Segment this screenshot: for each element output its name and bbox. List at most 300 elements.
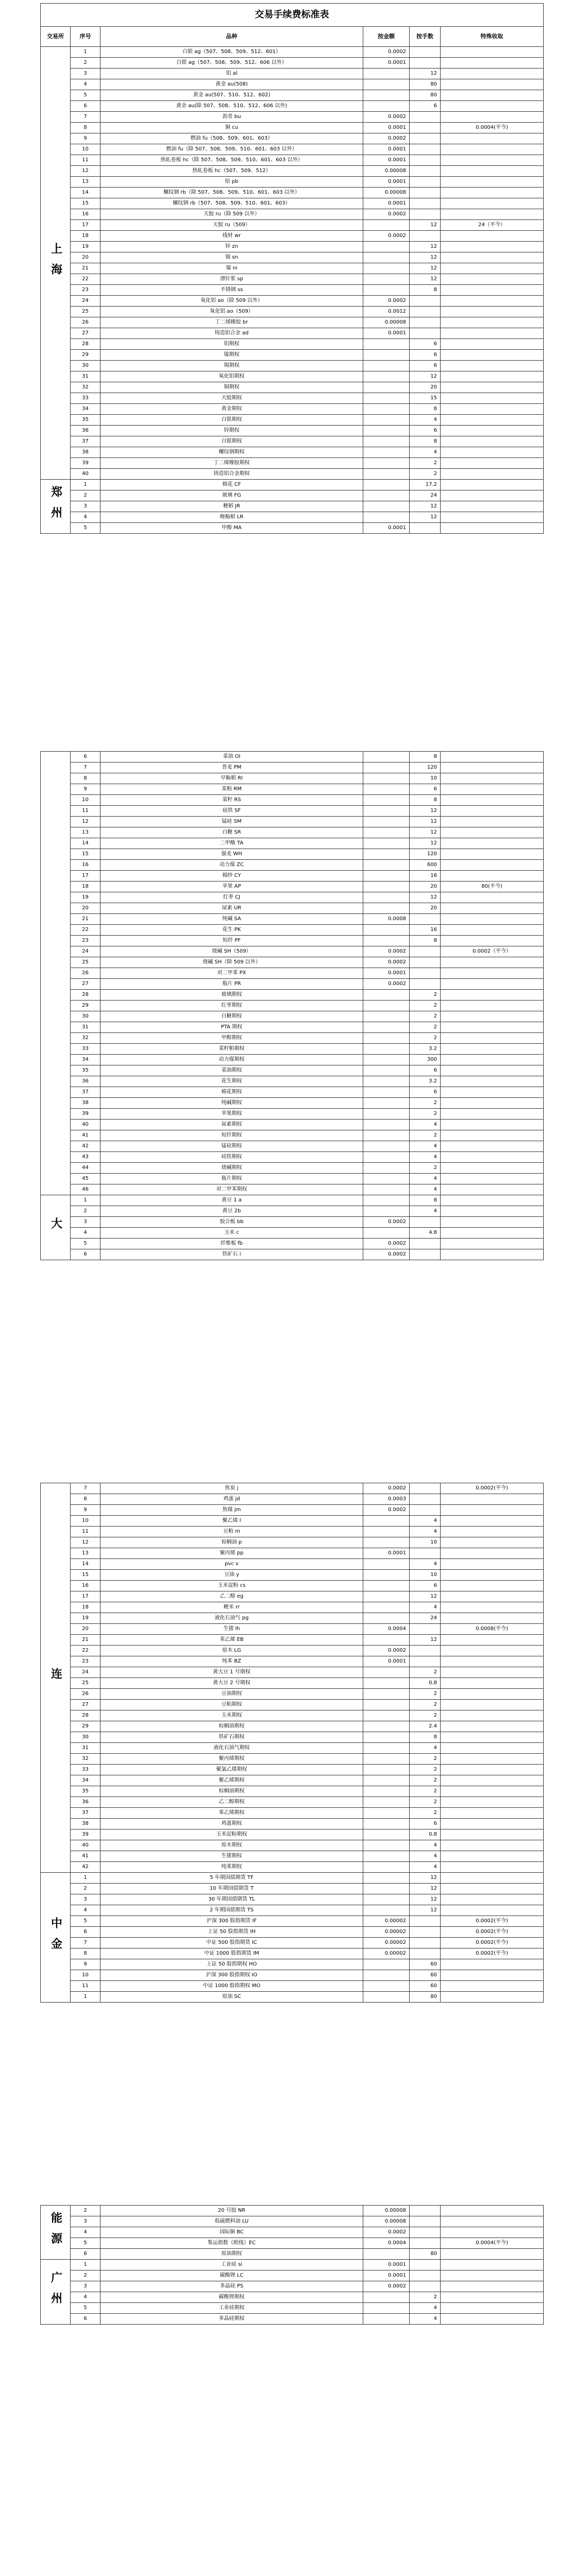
table-row bbox=[41, 1076, 544, 1087]
product-cell: 粳米 rr bbox=[100, 1602, 363, 1613]
seq-cell: 11 bbox=[71, 1981, 100, 1992]
seq-cell: 5 bbox=[71, 90, 100, 101]
fee-amount-cell bbox=[363, 1141, 410, 1152]
special-cell bbox=[441, 968, 544, 979]
special-cell bbox=[441, 101, 544, 112]
seq-cell: 5 bbox=[71, 1239, 100, 1249]
fee-lot-cell: 2 bbox=[410, 1700, 441, 1710]
special-cell: 80(平今) bbox=[441, 882, 544, 892]
fee-lot-cell: 300 bbox=[410, 1055, 441, 1065]
product-cell: 棉花 CF bbox=[100, 480, 363, 490]
table-row bbox=[41, 1894, 544, 1905]
special-cell bbox=[441, 1840, 544, 1851]
special-cell bbox=[441, 1894, 544, 1905]
special-cell bbox=[441, 2249, 544, 2260]
seq-cell: 20 bbox=[71, 903, 100, 914]
fee-lot-cell bbox=[410, 1249, 441, 1260]
special-cell bbox=[441, 1721, 544, 1732]
seq-cell: 13 bbox=[71, 827, 100, 838]
seq-cell: 35 bbox=[71, 1065, 100, 1076]
fee-amount-cell bbox=[363, 795, 410, 806]
special-cell bbox=[441, 2314, 544, 2325]
special-cell bbox=[441, 936, 544, 946]
fee-lot-cell: 12 bbox=[410, 1873, 441, 1884]
table-row bbox=[41, 296, 544, 307]
seq-cell: 36 bbox=[71, 426, 100, 436]
exchange-cell: 广州 bbox=[41, 2260, 71, 2325]
seq-cell: 34 bbox=[71, 404, 100, 415]
special-cell bbox=[441, 1613, 544, 1624]
table-row bbox=[41, 1537, 544, 1548]
seq-cell: 33 bbox=[71, 393, 100, 404]
table-row bbox=[41, 220, 544, 231]
special-cell bbox=[441, 1559, 544, 1570]
product-cell: 乙二醇期权 bbox=[100, 1797, 363, 1808]
special-cell: 0.0004(平今) bbox=[441, 123, 544, 133]
table-row bbox=[41, 1743, 544, 1754]
seq-cell: 45 bbox=[71, 1174, 100, 1184]
seq-cell: 10 bbox=[71, 795, 100, 806]
fee-lot-cell bbox=[410, 2216, 441, 2227]
fee-amount-cell bbox=[363, 1228, 410, 1239]
special-cell bbox=[441, 1570, 544, 1581]
fee-table-continued-3 bbox=[40, 2205, 544, 2325]
special-cell: 0.0002(平今) bbox=[441, 1948, 544, 1959]
product-cell: 黄金 au(507、510、512、602) bbox=[100, 90, 363, 101]
product-cell: 燃油 fu（508、509、601、603） bbox=[100, 133, 363, 144]
fee-amount-cell bbox=[363, 1152, 410, 1163]
product-cell: 线材 wr bbox=[100, 231, 363, 242]
fee-amount-cell: 0.0008 bbox=[363, 914, 410, 925]
fee-amount-cell: 0.0002 bbox=[363, 946, 410, 957]
product-cell: 硅铁期权 bbox=[100, 1152, 363, 1163]
table-row bbox=[41, 79, 544, 90]
seq-cell: 6 bbox=[71, 1927, 100, 1938]
table-row bbox=[41, 1808, 544, 1819]
fee-lot-cell: 2 bbox=[410, 1033, 441, 1044]
fee-amount-cell: 0.0001 bbox=[363, 523, 410, 534]
table-row bbox=[41, 1141, 544, 1152]
seq-cell: 8 bbox=[71, 1948, 100, 1959]
fee-table-page-3 bbox=[40, 1483, 543, 2003]
seq-cell: 1 bbox=[71, 47, 100, 58]
fee-amount-cell: 0.0002 bbox=[363, 1217, 410, 1228]
product-cell: 玉米期权 bbox=[100, 1710, 363, 1721]
product-cell: 白银 ag（507、508、509、512、606 以外） bbox=[100, 58, 363, 69]
fee-lot-cell: 2 bbox=[410, 1011, 441, 1022]
product-cell: 粳稻 JR bbox=[100, 501, 363, 512]
special-cell bbox=[441, 1239, 544, 1249]
fee-lot-cell: 2 bbox=[410, 469, 441, 480]
table-row bbox=[41, 69, 544, 79]
exchange-cell: 连 bbox=[41, 1483, 71, 1873]
special-cell bbox=[441, 838, 544, 849]
fee-amount-cell bbox=[363, 1819, 410, 1829]
table-row bbox=[41, 882, 544, 892]
fee-lot-cell bbox=[410, 112, 441, 123]
seq-cell: 7 bbox=[71, 1483, 100, 1494]
fee-lot-cell: 8 bbox=[410, 1732, 441, 1743]
fee-lot-cell: 2 bbox=[410, 990, 441, 1001]
fee-lot-cell bbox=[410, 1656, 441, 1667]
table-row bbox=[41, 1667, 544, 1678]
fee-amount-cell bbox=[363, 1732, 410, 1743]
seq-cell: 41 bbox=[71, 1851, 100, 1862]
fee-amount-cell bbox=[363, 1635, 410, 1646]
table-row bbox=[41, 1217, 544, 1228]
seq-cell: 2 bbox=[71, 1206, 100, 1217]
fee-lot-cell: 2 bbox=[410, 1797, 441, 1808]
fee-amount-cell: 0.00002 bbox=[363, 1927, 410, 1938]
table-row bbox=[41, 252, 544, 263]
seq-cell: 42 bbox=[71, 1141, 100, 1152]
table-row bbox=[41, 1184, 544, 1195]
fee-amount-cell bbox=[363, 426, 410, 436]
fee-lot-cell bbox=[410, 144, 441, 155]
table-row bbox=[41, 1775, 544, 1786]
table-row bbox=[41, 1001, 544, 1011]
product-cell: 红枣期权 bbox=[100, 1001, 363, 1011]
fee-amount-cell bbox=[363, 1033, 410, 1044]
fee-amount-cell bbox=[363, 784, 410, 795]
table-row bbox=[41, 1927, 544, 1938]
special-cell bbox=[441, 501, 544, 512]
fee-amount-cell: 0.0001 bbox=[363, 1548, 410, 1559]
fee-lot-cell: 4 bbox=[410, 1174, 441, 1184]
fee-amount-cell bbox=[363, 1516, 410, 1527]
special-cell bbox=[441, 914, 544, 925]
product-cell: 二甲酸 TA bbox=[100, 838, 363, 849]
special-cell bbox=[441, 1537, 544, 1548]
seq-cell: 35 bbox=[71, 415, 100, 426]
table-row bbox=[41, 1206, 544, 1217]
fee-amount-cell bbox=[363, 339, 410, 350]
fee-lot-cell bbox=[410, 296, 441, 307]
table-row bbox=[41, 1656, 544, 1667]
fee-amount-cell bbox=[363, 393, 410, 404]
seq-cell: 2 bbox=[71, 1884, 100, 1894]
product-cell: 纯苯 BZ bbox=[100, 1656, 363, 1667]
seq-cell: 19 bbox=[71, 1613, 100, 1624]
special-cell bbox=[441, 328, 544, 339]
fee-amount-cell bbox=[363, 1184, 410, 1195]
product-cell: 黄豆 1 a bbox=[100, 1195, 363, 1206]
product-cell: 烧碱 SH（除 509 以外） bbox=[100, 957, 363, 968]
fee-lot-cell: 2 bbox=[410, 458, 441, 469]
fee-amount-cell bbox=[363, 1570, 410, 1581]
special-cell bbox=[441, 892, 544, 903]
special-cell bbox=[441, 1851, 544, 1862]
table-row bbox=[41, 1033, 544, 1044]
seq-cell: 2 bbox=[71, 2206, 100, 2216]
product-cell: 短纤 PF bbox=[100, 936, 363, 946]
product-cell: 鸡蛋 jd bbox=[100, 1494, 363, 1505]
fee-lot-cell: 12 bbox=[410, 371, 441, 382]
fee-amount-cell bbox=[363, 838, 410, 849]
seq-cell: 28 bbox=[71, 339, 100, 350]
table-row bbox=[41, 2249, 544, 2260]
table-row bbox=[41, 2227, 544, 2238]
seq-cell: 44 bbox=[71, 1163, 100, 1174]
fee-lot-cell: 4.8 bbox=[410, 1228, 441, 1239]
fee-amount-cell bbox=[363, 849, 410, 860]
seq-cell: 25 bbox=[71, 307, 100, 317]
fee-lot-cell: 12 bbox=[410, 501, 441, 512]
special-cell bbox=[441, 133, 544, 144]
table-row bbox=[41, 328, 544, 339]
table-row bbox=[41, 1602, 544, 1613]
fee-amount-cell bbox=[363, 1743, 410, 1754]
table-row bbox=[41, 480, 544, 490]
table-row bbox=[41, 1689, 544, 1700]
fee-lot-cell bbox=[410, 957, 441, 968]
fee-lot-cell bbox=[410, 307, 441, 317]
fee-lot-cell: 6 bbox=[410, 1087, 441, 1098]
product-cell: 甲醇期权 bbox=[100, 1033, 363, 1044]
table-row bbox=[41, 112, 544, 123]
seq-cell: 26 bbox=[71, 968, 100, 979]
seq-cell: 3 bbox=[71, 2281, 100, 2292]
table-row bbox=[41, 838, 544, 849]
seq-cell: 13 bbox=[71, 177, 100, 188]
special-cell bbox=[441, 1829, 544, 1840]
fee-lot-cell: 4 bbox=[410, 1840, 441, 1851]
seq-cell: 27 bbox=[71, 979, 100, 990]
product-cell: 白银期权 bbox=[100, 436, 363, 447]
seq-cell: 6 bbox=[71, 2314, 100, 2325]
fee-lot-cell bbox=[410, 166, 441, 177]
seq-cell: 23 bbox=[71, 285, 100, 296]
fee-lot-cell: 2 bbox=[410, 1808, 441, 1819]
fee-lot-cell bbox=[410, 1217, 441, 1228]
product-cell: 白银期权 bbox=[100, 415, 363, 426]
special-cell bbox=[441, 1678, 544, 1689]
table-row bbox=[41, 404, 544, 415]
fee-lot-cell: 4 bbox=[410, 1206, 441, 1217]
table-row bbox=[41, 47, 544, 58]
table-row bbox=[41, 1174, 544, 1184]
seq-cell: 38 bbox=[71, 1819, 100, 1829]
special-cell bbox=[441, 155, 544, 166]
fee-amount-cell bbox=[363, 274, 410, 285]
special-cell bbox=[441, 436, 544, 447]
seq-cell: 39 bbox=[71, 1109, 100, 1120]
special-cell bbox=[441, 1044, 544, 1055]
seq-cell: 34 bbox=[71, 1055, 100, 1065]
product-cell: 锰硅期权 bbox=[100, 1141, 363, 1152]
fee-lot-cell: 2 bbox=[410, 1667, 441, 1678]
seq-cell: 3 bbox=[71, 69, 100, 79]
table-row bbox=[41, 1163, 544, 1174]
fee-lot-cell: 4 bbox=[410, 1120, 441, 1130]
product-cell: 螺纹钢 rb（507、508、509、510、601、603） bbox=[100, 198, 363, 209]
seq-cell: 25 bbox=[71, 1678, 100, 1689]
product-cell: 生猪期权 bbox=[100, 1851, 363, 1862]
product-cell: 聚丙烯 pp bbox=[100, 1548, 363, 1559]
special-cell bbox=[441, 1602, 544, 1613]
product-cell: 2 年期国债期货 TS bbox=[100, 1905, 363, 1916]
fee-amount-cell bbox=[363, 2249, 410, 2260]
fee-lot-cell bbox=[410, 1916, 441, 1927]
table-row bbox=[41, 198, 544, 209]
table-row bbox=[41, 795, 544, 806]
product-cell: 菜油期权 bbox=[100, 1065, 363, 1076]
table-row bbox=[41, 1249, 544, 1260]
fee-amount-cell: 0.00008 bbox=[363, 317, 410, 328]
seq-cell: 6 bbox=[71, 1249, 100, 1260]
fee-amount-cell: 0.0001 bbox=[363, 123, 410, 133]
seq-cell: 10 bbox=[71, 144, 100, 155]
fee-amount-cell: 0.0002 bbox=[363, 1483, 410, 1494]
fee-lot-cell: 8 bbox=[410, 795, 441, 806]
product-cell: 尿素 UR bbox=[100, 903, 363, 914]
table-row bbox=[41, 274, 544, 285]
product-cell: 豆粕期权 bbox=[100, 1700, 363, 1710]
product-cell: 花生期权 bbox=[100, 1076, 363, 1087]
table-row bbox=[41, 2292, 544, 2303]
fee-amount-cell bbox=[363, 827, 410, 838]
special-cell bbox=[441, 317, 544, 328]
product-cell: 焦炭 j bbox=[100, 1483, 363, 1494]
product-cell: 沪深 300 股指期货 IF bbox=[100, 1916, 363, 1927]
fee-lot-cell bbox=[410, 2238, 441, 2249]
special-cell bbox=[441, 480, 544, 490]
table-row bbox=[41, 339, 544, 350]
product-cell: 氧化铝 ao（除 509 以外） bbox=[100, 296, 363, 307]
table-row bbox=[41, 1581, 544, 1591]
seq-cell: 36 bbox=[71, 1076, 100, 1087]
exchange-cell: 大 bbox=[41, 1195, 71, 1260]
fee-lot-cell: 60 bbox=[410, 1981, 441, 1992]
product-cell: 中证 500 股指期货 IC bbox=[100, 1938, 363, 1948]
product-cell: 上证 50 股指期货 IH bbox=[100, 1927, 363, 1938]
product-cell: 对二甲苯期权 bbox=[100, 1184, 363, 1195]
table-row bbox=[41, 2270, 544, 2281]
special-cell bbox=[441, 1152, 544, 1163]
table-row bbox=[41, 1624, 544, 1635]
fee-amount-cell bbox=[363, 263, 410, 274]
product-cell: 原木期权 bbox=[100, 1840, 363, 1851]
fee-lot-cell bbox=[410, 2206, 441, 2216]
special-cell bbox=[441, 1022, 544, 1033]
product-cell: 原油 SC bbox=[100, 1992, 363, 2003]
fee-amount-cell bbox=[363, 1765, 410, 1775]
table-row bbox=[41, 2281, 544, 2292]
table-row bbox=[41, 155, 544, 166]
fee-amount-cell bbox=[363, 1840, 410, 1851]
fee-amount-cell bbox=[363, 762, 410, 773]
fee-lot-cell: 8 bbox=[410, 752, 441, 762]
seq-cell: 15 bbox=[71, 849, 100, 860]
fee-lot-cell bbox=[410, 198, 441, 209]
product-cell: 苹果 AP bbox=[100, 882, 363, 892]
fee-amount-cell: 0.0002 bbox=[363, 296, 410, 307]
header-exchange: 交易所 bbox=[41, 27, 71, 47]
table-row bbox=[41, 1851, 544, 1862]
product-cell: 焦煤 jm bbox=[100, 1505, 363, 1516]
product-cell: 白糖期权 bbox=[100, 1011, 363, 1022]
fee-table-page-4 bbox=[40, 2205, 543, 2325]
fee-amount-cell bbox=[363, 436, 410, 447]
seq-cell: 16 bbox=[71, 209, 100, 220]
product-cell: 苯乙烯 EB bbox=[100, 1635, 363, 1646]
seq-cell: 24 bbox=[71, 946, 100, 957]
product-cell: 豆油期权 bbox=[100, 1689, 363, 1700]
fee-lot-cell: 12 bbox=[410, 1884, 441, 1894]
seq-cell: 31 bbox=[71, 371, 100, 382]
fee-lot-cell bbox=[410, 188, 441, 198]
product-cell: 液化石油气 pg bbox=[100, 1613, 363, 1624]
table-row bbox=[41, 1109, 544, 1120]
special-cell: 24（平今） bbox=[441, 220, 544, 231]
seq-cell: 29 bbox=[71, 1721, 100, 1732]
fee-lot-cell: 10 bbox=[410, 773, 441, 784]
page-title: 交易手续费标准表 bbox=[41, 4, 544, 27]
special-cell bbox=[441, 1959, 544, 1970]
fee-lot-cell: 2 bbox=[410, 1130, 441, 1141]
fee-amount-cell bbox=[363, 1959, 410, 1970]
seq-cell: 37 bbox=[71, 1808, 100, 1819]
table-row bbox=[41, 1483, 544, 1494]
fee-amount-cell bbox=[363, 990, 410, 1001]
table-row bbox=[41, 1022, 544, 1033]
product-cell: 黄大豆 2 号期权 bbox=[100, 1678, 363, 1689]
fee-lot-cell: 120 bbox=[410, 762, 441, 773]
special-cell bbox=[441, 490, 544, 501]
fee-lot-cell: 0.8 bbox=[410, 1829, 441, 1840]
seq-cell: 3 bbox=[71, 1217, 100, 1228]
special-cell bbox=[441, 2216, 544, 2227]
fee-amount-cell bbox=[363, 871, 410, 882]
fee-lot-cell: 2.4 bbox=[410, 1721, 441, 1732]
special-cell bbox=[441, 1206, 544, 1217]
seq-cell: 1 bbox=[71, 2260, 100, 2270]
table-row bbox=[41, 209, 544, 220]
special-cell bbox=[441, 1765, 544, 1775]
special-cell bbox=[441, 1195, 544, 1206]
table-row bbox=[41, 350, 544, 361]
table-row bbox=[41, 936, 544, 946]
table-row bbox=[41, 752, 544, 762]
special-cell bbox=[441, 393, 544, 404]
table-row bbox=[41, 1710, 544, 1721]
table-row bbox=[41, 263, 544, 274]
product-cell: 镍期权 bbox=[100, 350, 363, 361]
table-row bbox=[41, 1970, 544, 1981]
special-cell bbox=[441, 1087, 544, 1098]
special-cell bbox=[441, 1163, 544, 1174]
product-cell: 5 年期国债期货 TF bbox=[100, 1873, 363, 1884]
fee-amount-cell bbox=[363, 1591, 410, 1602]
product-cell: 豆粕 m bbox=[100, 1527, 363, 1537]
fee-amount-cell bbox=[363, 1163, 410, 1174]
table-row bbox=[41, 188, 544, 198]
fee-lot-cell: 12 bbox=[410, 1591, 441, 1602]
fee-amount-cell: 0.0001 bbox=[363, 144, 410, 155]
special-cell bbox=[441, 957, 544, 968]
special-cell bbox=[441, 1646, 544, 1656]
fee-amount-cell: 0.0001 bbox=[363, 2270, 410, 2281]
seq-cell: 32 bbox=[71, 1033, 100, 1044]
special-cell bbox=[441, 827, 544, 838]
special-cell bbox=[441, 2227, 544, 2238]
product-cell: 液化石油气期权 bbox=[100, 1743, 363, 1754]
seq-cell: 16 bbox=[71, 1581, 100, 1591]
fee-amount-cell: 0.0002 bbox=[363, 133, 410, 144]
seq-cell: 15 bbox=[71, 198, 100, 209]
fee-lot-cell: 8 bbox=[410, 285, 441, 296]
table-row bbox=[41, 285, 544, 296]
